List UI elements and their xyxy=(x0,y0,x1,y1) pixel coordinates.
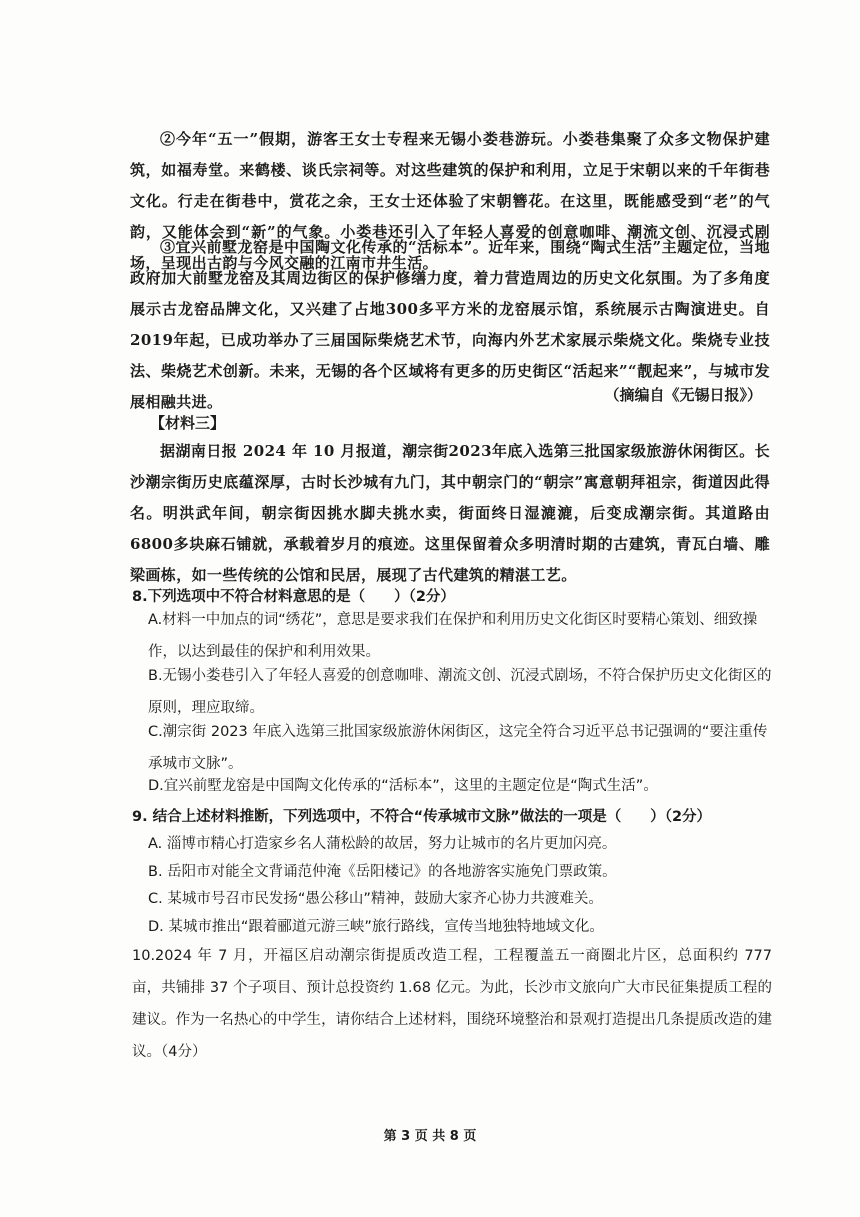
page-footer: 第 3 页 共 8 页 xyxy=(383,1129,477,1144)
q8-option-a xyxy=(148,604,778,668)
q8-option-a-text: A.材料一中加点的词“绣花”，意思是要求我们在保护和利用历史文化街区时要精心策划、细致操作，以达到最佳的保护和利用效果。 xyxy=(148,612,758,660)
q8-option-d xyxy=(148,770,778,802)
material3-heading: 【材料三】 xyxy=(150,414,226,432)
q9-option-b: B. 岳阳市对能全文背诵范仲淹《岳阳楼记》的各地游客实施免门票政策。 xyxy=(148,864,617,880)
material2-paragraph-2: ②今年“五一”假期，游客王女士专程来无锡小娄巷游玩。小娄巷集聚了众多文物保护建筑，如福寿堂。来鹤楼、谈氏宗祠等。对这些建筑的保护和利用，立足于宋朝以来的千年街巷文化。行走在街巷中，赏花之余，王女士还体验了宋朝簪花。在这里，既能感受到“老”的气韵，又能体会到“新”的气象。小娄巷还引入了年轻人喜爱的创意咖啡、潮流文创、沉浸式剧场，呈现出古韵与今风交融的江南市井生活。 xyxy=(130,130,770,272)
q9-option-a: A. 淄博市精心打造家乡名人蒲松龄的故居，努力让城市的名片更加闪亮。 xyxy=(148,836,617,852)
material2-source: （摘编自《无锡日报》） xyxy=(604,386,762,404)
q8-stem: 8.下列选项中不符合材料意思的是（ ）（2分） xyxy=(132,589,455,605)
q10-text: 10.2024 年 7 月，开福区启动潮宗街提质改造工程，工程覆盖五一商圈北片区，总面积约 777 亩，共铺排 37 个子项目、预计总投资约 1.68 亿元。为此，长沙市文旅向广大市民征集提质工程的建议。作为一名热心的中学生，请你结合上述材料，围绕环境整治和景观打造提出几条提质改造的建议。（4分） xyxy=(132,948,772,1060)
q9-option-c: C. 某城市号召市民发扬“愚公移山”精神，鼓励大家齐心协力共渡难关。 xyxy=(148,891,603,907)
q8-option-b xyxy=(148,660,778,724)
q8-option-c-text: C.潮宗街 2023 年底入选第三批国家级旅游休闲街区，这完全符合习近平总书记强调的“要注重传承城市文脉”。 xyxy=(148,724,768,772)
material2-paragraph-3: ③宜兴前墅龙窑是中国陶文化传承的“活标本”。近年来，围绕“陶式生活”主题定位，当地政府加大前墅龙窑及其周边街区的保护修缮力度，着力营造周边的历史文化氛围。为了多角度展示古龙窑品牌文化，又兴建了占地300多平方米的龙窑展示馆，系统展示古陶演进史。自2019年起，已成功举办了三届国际柴烧艺术节，向海内外艺术家展示柴烧文化。柴烧专业技法、柴烧艺术创新。未来，无锡的各个区域将有更多的历史街区“活起来”“靓起来”，与城市发展相融共进。 xyxy=(130,238,770,411)
q8-option-b-text: B.无锡小娄巷引入了年轻人喜爱的创意咖啡、潮流文创、沉浸式剧场，不符合保护历史文化街区的原则，理应取缔。 xyxy=(148,668,772,716)
material3-text: 据湖南日报 2024 年 10 月报道，潮宗街2023年底入选第三批国家级旅游休闲街区。长沙潮宗街历史底蕴深厚，古时长沙城有九门，其中朝宗门的“朝宗”寓意朝拜祖宗，街道因此得名。明洪武年间，朝宗街因挑水脚夫挑水卖，街面终日湿漉漉，后变成潮宗街。其道路由6800多块麻石铺就，承载着岁月的痕迹。这里保留着众多明清时期的古建筑，青瓦白墙、雕梁画栋，如一些传统的公馆和民居，展现了古代建筑的精湛工艺。 xyxy=(130,442,770,584)
q9-stem: 9. 结合上述材料推断，下列选项中，不符合“传承城市文脉”做法的一项是（ ）（2分） xyxy=(132,809,712,825)
q8-option-d-text: D.宜兴前墅龙窑是中国陶文化传承的“活标本”，这里的主题定位是“陶式生活”。 xyxy=(148,778,658,794)
q9-option-d: D. 某城市推出“跟着郦道元游三峡”旅行路线，宣传当地独特地域文化。 xyxy=(148,919,604,935)
